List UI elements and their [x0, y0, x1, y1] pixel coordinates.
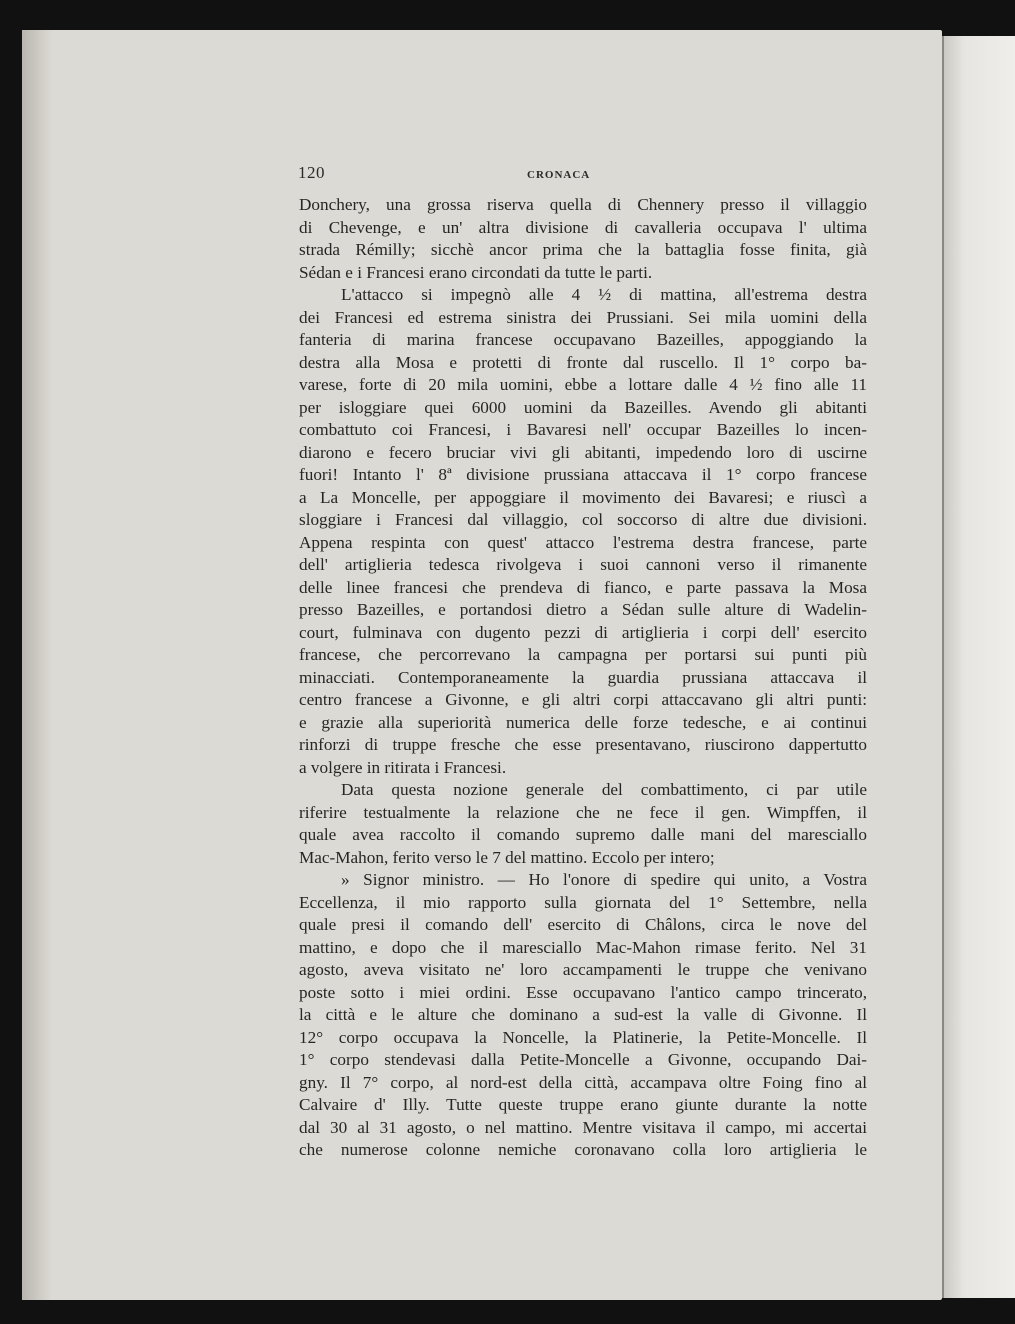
text-line: Data questa nozione generale del combattimento, ci par utile [341, 780, 867, 799]
text-line: Appena respinta con quest' attacco l'estrema destra francese, parte [299, 532, 867, 552]
text-line: di Chevenge, e un' altra divisione di cavalleria occupava l' ultima [299, 217, 867, 237]
text-line: a La Moncelle, per appoggiare il movimento dei Bavaresi; e riuscì a [299, 487, 867, 507]
text-line: 1° corpo stendevasi dalla Petite-Moncelle a Givonne, occupando Dai- [299, 1050, 867, 1069]
text-line: sloggiare i Francesi dal villaggio, col soccorso di altre due divisioni. [299, 510, 867, 529]
text-line: mattino, e dopo che il maresciallo Mac-Mahon rimase ferito. Nel 31 [299, 937, 867, 957]
text-line: centro francese a Givonne, e gli altri corpi attaccavano gli altri punti: [299, 690, 867, 709]
text-line: » Signor ministro. — Ho l'onore di spedire qui unito, a Vostra [341, 870, 867, 889]
text-line: gny. Il 7° corpo, al nord-est della città, accampava oltre Foing fino al [299, 1072, 867, 1092]
text-line: per isloggiare quei 6000 uomini da Bazeilles. Avendo gli abitanti [299, 397, 867, 417]
page-stack-edge [942, 36, 1015, 1298]
text-line: Donchery, una grossa riserva quella di Chennery presso il villaggio [299, 195, 867, 214]
text-line: quale presi il comando dell' esercito di Châlons, circa le nove del [299, 915, 867, 934]
text-line: court, fulminava con dugento pezzi di artiglieria i corpi dell' esercito [299, 622, 867, 642]
text-line: 12° corpo occupava la Noncelle, la Platinerie, la Petite-Moncelle. Il [299, 1027, 867, 1047]
text-line: fanteria di marina francese occupavano Bazeilles, appoggiando la [299, 330, 867, 349]
text-line: diarono e fecero bruciar vivi gli abitanti, impedendo loro di uscirne [299, 442, 867, 462]
text-line: presso Bazeilles, e portandosi dietro a Sédan sulle alture di Wadelin- [299, 600, 867, 619]
text-line: delle linee francesi che prendeva di fianco, e parte passava la Mosa [299, 577, 867, 597]
text-line: destra alla Mosa e protetti di fronte dal ruscello. Il 1° corpo ba- [299, 352, 867, 372]
text-line: poste sotto i miei ordini. Esse occupavano l'antico campo trincerato, [299, 982, 867, 1002]
text-line: Calvaire d' Illy. Tutte queste truppe erano giunte durante la notte [299, 1095, 867, 1114]
text-line: dell' artiglieria tedesca rivolgeva i suoi cannoni verso il rimanente [299, 555, 867, 574]
text-line: L'attacco si impegnò alle 4 ½ di mattina, all'estrema destra [341, 285, 867, 304]
text-line: fuori! Intanto l' 8ª divisione prussiana attaccava il 1° corpo francese [299, 465, 867, 484]
text-line: dal 30 al 31 agosto, o nel mattino. Mentre visitava il campo, mi accertai [299, 1117, 867, 1137]
text-line: Sédan e i Francesi erano circondati da tutte le parti. [299, 262, 653, 282]
text-line: varese, forte di 20 mila uomini, ebbe a lottare dalle 4 ½ fino alle 11 [299, 375, 867, 394]
body-text [299, 194, 867, 1162]
text-line: che numerose colonne nemiche coronavano colla loro artiglieria le [299, 1140, 867, 1159]
text-line: Eccellenza, il mio rapporto sulla giornata del 1° Settembre, nella [299, 892, 867, 912]
text-line: strada Rémilly; sicchè ancor prima che la battaglia fosse finita, già [299, 240, 867, 259]
text-line: francese, che percorrevano la campagna per portarsi sui punti più [299, 645, 867, 664]
text-line: minacciati. Contemporaneamente la guardia prussiana attaccava il [299, 667, 867, 687]
text-line: combattuto coi Francesi, i Bavaresi nell' occupar Bazeilles lo incen- [299, 420, 867, 439]
text-line: agosto, aveva visitato ne' loro accampamenti le truppe che venivano [299, 960, 867, 979]
text-line: rinforzi di truppe fresche che esse presentavano, riuscirono dappertutto [299, 735, 867, 754]
text-line: a volgere in ritirata i Francesi. [299, 757, 507, 777]
text-line: riferire testualmente la relazione che ne fece il gen. Wimpffen, il [299, 802, 867, 822]
page-number: 120 [298, 163, 325, 182]
page-header [298, 163, 866, 187]
running-title: CRONACA [527, 169, 591, 181]
text-line: e grazie alla superiorità numerica delle forze tedesche, e ai continui [299, 712, 867, 732]
text-line: quale avea raccolto il comando supremo dalle mani del maresciallo [299, 825, 867, 844]
text-line: dei Francesi ed estrema sinistra dei Prussiani. Sei mila uomini della [299, 307, 867, 327]
text-line: la città e le alture che dominano a sud-est la valle di Givonne. Il [299, 1005, 867, 1024]
text-line: Mac-Mahon, ferito verso le 7 del mattino. Eccolo per intero; [299, 847, 715, 867]
